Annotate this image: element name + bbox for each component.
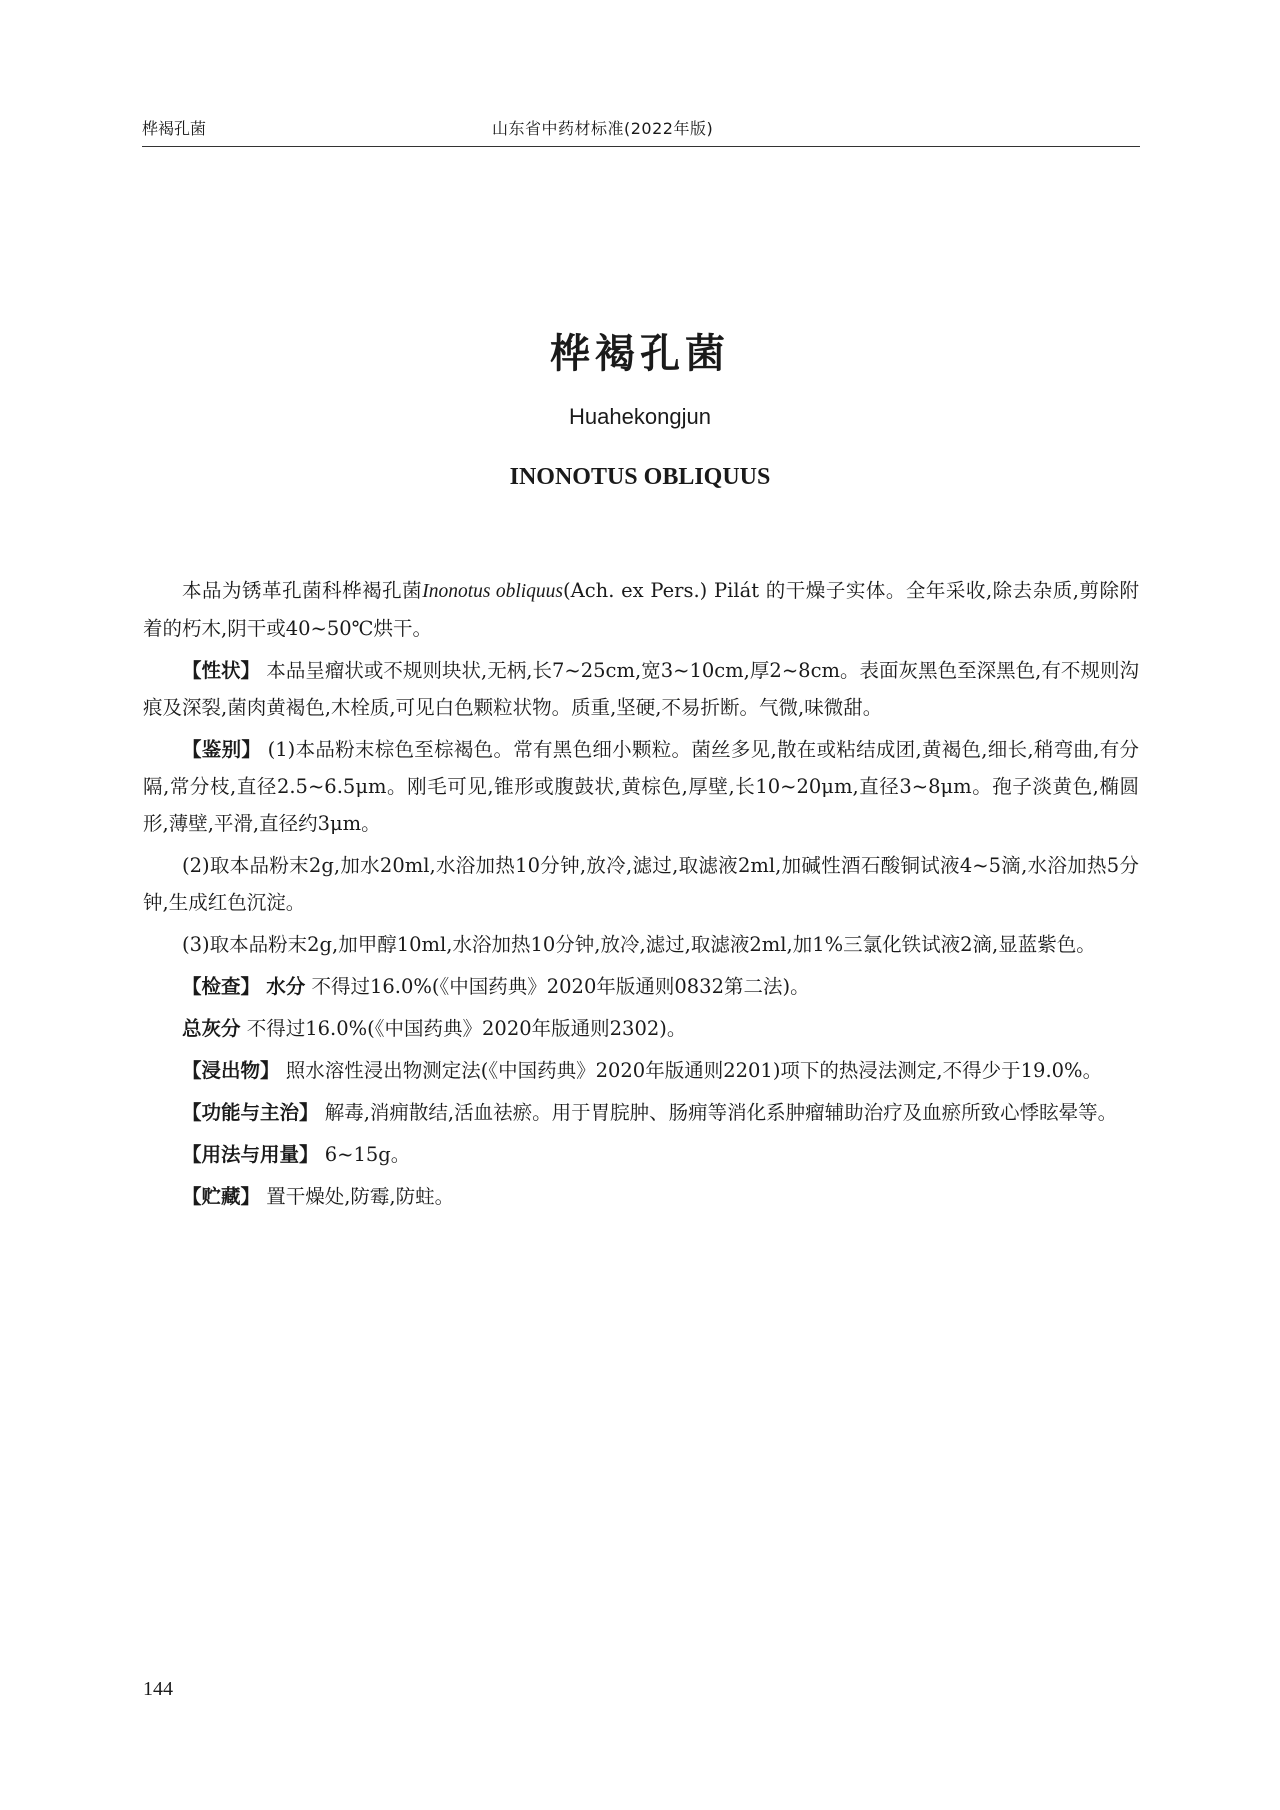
intro-text-before: 本品为锈革孔菌科桦褐孔菌 bbox=[182, 579, 423, 602]
xingzhuang-text: 本品呈瘤状或不规则块状,无柄,长7~25cm,宽3~10cm,厚2~8cm。表面灰黑色至深黑色,有不规则沟痕及深裂,菌肉黄褐色,木栓质,可见白色颗粒状物。质重,坚硬,不易折断。气微,味微甜。 bbox=[143, 659, 1139, 719]
jianbie-paragraph-2 bbox=[143, 847, 1139, 921]
jianbie-item-3: (3)取本品粉末2g,加甲醇10ml,水浴加热10分钟,放冷,滤过,取滤液2ml,加1%三氯化铁试液2滴,显蓝紫色。 bbox=[182, 933, 1096, 956]
water-text: 不得过16.0%(《中国药典》2020年版通则0832第二法)。 bbox=[311, 975, 810, 998]
yongfa-text: 6~15g。 bbox=[324, 1143, 411, 1166]
zhucang-paragraph bbox=[143, 1178, 1139, 1215]
jinchuwu-text: 照水溶性浸出物测定法(《中国药典》2020年版通则2201)项下的热浸法测定,不得少于19.0%。 bbox=[285, 1059, 1103, 1082]
page-title: 桦褐孔菌 bbox=[550, 331, 730, 377]
zhucang-heading: 【贮藏】 bbox=[182, 1185, 261, 1208]
zhucang-text: 置干燥处,防霉,防蛀。 bbox=[266, 1185, 455, 1208]
jiancha-heading: 【检查】 bbox=[182, 975, 261, 998]
intro-text-after: (Ach. ex Pers.) Pilát 的干燥子实体。全年采收,除去杂质,剪除附着的朽木,阴干或40~50℃烘干。 bbox=[143, 579, 1139, 640]
jianbie-item-2: (2)取本品粉末2g,加水20ml,水浴加热10分钟,放冷,滤过,取滤液2ml,加碱性酒石酸铜试液4~5滴,水浴加热5分钟,生成红色沉淀。 bbox=[143, 854, 1139, 914]
yongfa-heading: 【用法与用量】 bbox=[182, 1143, 319, 1166]
jinchuwu-heading: 【浸出物】 bbox=[182, 1059, 280, 1082]
jianbie-heading: 【鉴别】 bbox=[182, 738, 262, 761]
ash-text: 不得过16.0%(《中国药典》2020年版通则2302)。 bbox=[246, 1017, 687, 1040]
jiancha-paragraph bbox=[143, 968, 1139, 1005]
gongneng-text: 解毒,消痈散结,活血祛瘀。用于胃脘肿、肠痈等消化系肿瘤辅助治疗及血瘀所致心悸眩晕等。 bbox=[324, 1101, 1118, 1124]
gongneng-heading: 【功能与主治】 bbox=[182, 1101, 319, 1124]
water-label: 水分 bbox=[266, 975, 306, 998]
intro-paragraph bbox=[143, 572, 1139, 647]
latin-title: INONOTUS OBLIQUUS bbox=[509, 464, 771, 490]
running-head bbox=[142, 112, 1140, 147]
ash-paragraph bbox=[143, 1010, 1139, 1047]
running-head-left: 桦褐孔菌 bbox=[142, 119, 207, 138]
page-number: 144 bbox=[143, 1678, 173, 1700]
jianbie-item-1: (1)本品粉末棕色至棕褐色。常有黑色细小颗粒。菌丝多见,散在或粘结成团,黄褐色,细长,稍弯曲,有分隔,常分枝,直径2.5~6.5μm。刚毛可见,锥形或腹鼓状,黄棕色,厚壁,长10~20μm,直径3~8μm。孢子淡黄色,椭圆形,薄壁,平滑,直径约3μm。 bbox=[143, 738, 1139, 835]
jinchuwu-paragraph bbox=[143, 1052, 1139, 1089]
intro-latin-name: Inonotus obliquus bbox=[422, 581, 564, 602]
ash-label: 总灰分 bbox=[182, 1017, 241, 1040]
yongfa-paragraph bbox=[143, 1136, 1139, 1173]
running-head-center: 山东省中药材标准(2022年版) bbox=[492, 119, 714, 138]
jianbie-paragraph-1 bbox=[143, 731, 1139, 842]
gongneng-paragraph bbox=[143, 1094, 1139, 1131]
jianbie-paragraph-3 bbox=[143, 926, 1139, 963]
xingzhuang-heading: 【性状】 bbox=[182, 659, 261, 682]
pinyin-title: Huahekongjun bbox=[569, 404, 711, 429]
monograph-body bbox=[143, 572, 1139, 1220]
xingzhuang-paragraph bbox=[143, 652, 1139, 726]
